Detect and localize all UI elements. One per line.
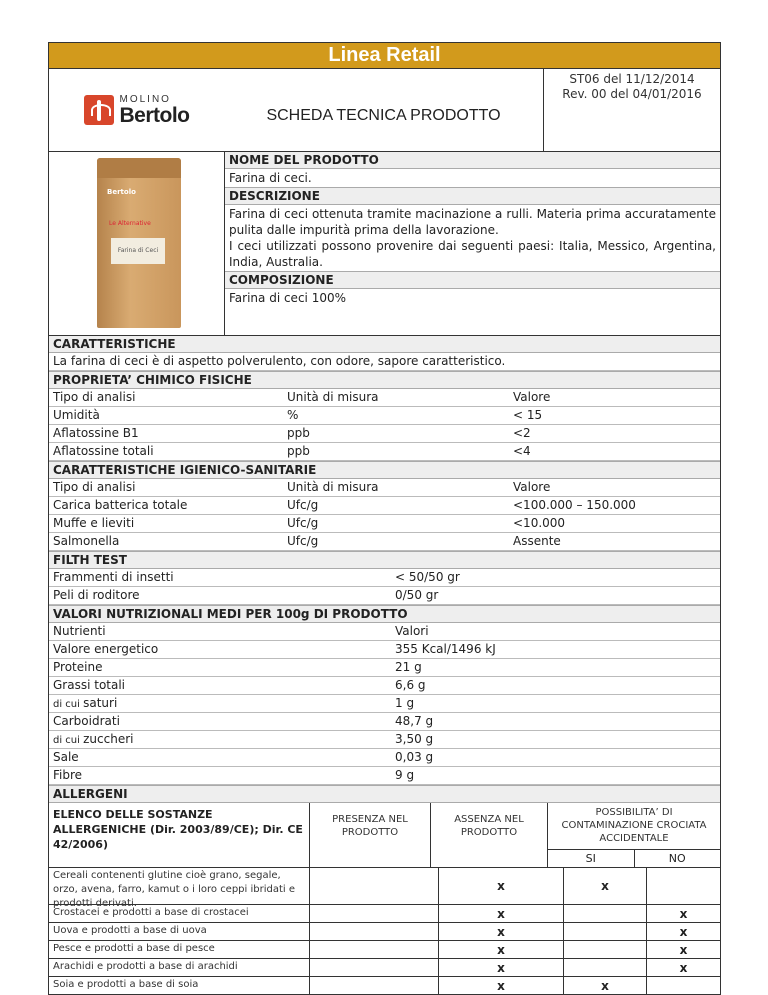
table-row: Pesce e prodotti a base di pesce x x: [49, 941, 720, 959]
logo-cell: [49, 69, 224, 151]
table-row: Carboidrati 48,7 g: [49, 713, 720, 731]
bag-line: Le Alternative: [109, 220, 151, 227]
filth-heading: FILTH TEST: [49, 551, 720, 569]
allergens-heading: ALLERGENI: [49, 785, 720, 803]
allergens-header: [49, 803, 720, 868]
nutrition-header-row: Nutrienti Valori: [49, 623, 720, 641]
contamination-no: NO: [634, 850, 721, 867]
table-row: Carica batterica totale Ufc/g <100.000 – 150.000: [49, 497, 720, 515]
table-row: Salmonella Ufc/g Assente: [49, 533, 720, 551]
chemical-heading: PROPRIETA’ CHIMICO FISICHE: [49, 371, 720, 389]
table-row: Sale 0,03 g: [49, 749, 720, 767]
product-name: Farina di ceci.: [229, 171, 312, 185]
description-heading: DESCRIZIONE: [225, 187, 720, 205]
chemical-header-row: Tipo di analisi Unità di misura Valore: [49, 389, 720, 407]
contamination-si: SI: [585, 852, 596, 865]
absence-heading: ASSENZA NEL PRODOTTO: [430, 803, 547, 867]
composition-text: Farina di ceci 100%: [229, 291, 346, 305]
revision-cell: [543, 69, 720, 151]
table-row: Fibre 9 g: [49, 767, 720, 785]
table-row: Frammenti di insetti < 50/50 gr: [49, 569, 720, 587]
document-revision: Rev. 00 del 04/01/2016: [562, 87, 702, 101]
table-row: Crostacei e prodotti a base di crostacei x x: [49, 905, 720, 923]
table-row: Muffe e lieviti Ufc/g <10.000: [49, 515, 720, 533]
composition-heading: COMPOSIZIONE: [225, 271, 720, 289]
header: [49, 69, 720, 152]
hygiene-header-row: Tipo di analisi Unità di misura Valore: [49, 479, 720, 497]
description-text-1: Farina di ceci ottenuta tramite macinazione a rulli. Materia prima accuratamente pulita dalle impurità prima della lavorazione.: [229, 207, 716, 237]
table-row: Uova e prodotti a base di uova x x: [49, 923, 720, 941]
technical-sheet: [48, 42, 721, 995]
company-logo: [84, 95, 190, 126]
table-row: Arachidi e prodotti a base di arachidi x x: [49, 959, 720, 977]
table-row: Soia e prodotti a base di soia x x: [49, 977, 720, 994]
characteristics-heading: CARATTERISTICHE: [49, 336, 720, 353]
description-text-2: I ceci utilizzati possono provenire dai seguenti paesi: Italia, Messico, Argentina, India, Australia.: [229, 239, 716, 269]
contamination-heading: POSSIBILITA’ DI CONTAMINAZIONE CROCIATA ACCIDENTALE: [561, 807, 707, 844]
document-code: ST06 del 11/12/2014: [569, 72, 695, 86]
table-row: Umidità % < 15: [49, 407, 720, 425]
logo-top-text: MOLINO: [119, 93, 171, 105]
banner-title: Linea Retail: [49, 43, 720, 69]
document-title: SCHEDA TECNICA PRODOTTO: [266, 107, 501, 124]
nutrition-heading: VALORI NUTRIZIONALI MEDI PER 100g DI PRODOTTO: [49, 605, 720, 623]
product-name-heading: NOME DEL PRODOTTO: [225, 152, 720, 169]
table-row: Cereali contenenti glutine cioè grano, segale, orzo, avena, farro, kamut o i loro ceppi ibridati e prodotti derivati. x x: [49, 868, 720, 905]
product-info: [224, 152, 720, 335]
contamination-heading-cell: [547, 803, 720, 867]
characteristics-text: La farina di ceci è di aspetto polverulento, con odore, sapore caratteristico.: [49, 353, 720, 371]
table-row: di cui zuccheri 3,50 g: [49, 731, 720, 749]
table-row: Peli di roditore 0/50 gr: [49, 587, 720, 605]
table-row: Aflatossine B1 ppb <2: [49, 425, 720, 443]
wheat-icon: [84, 95, 114, 125]
bag-label: Farina di Ceci: [111, 238, 165, 264]
table-row: Proteine 21 g: [49, 659, 720, 677]
table-row: Valore energetico 355 Kcal/1496 kJ: [49, 641, 720, 659]
table-row: Grassi totali 6,6 g: [49, 677, 720, 695]
product-image: [49, 152, 224, 335]
hygiene-heading: CARATTERISTICHE IGIENICO-SANITARIE: [49, 461, 720, 479]
logo-bottom-text: Bertolo: [119, 103, 190, 127]
table-row: Aflatossine totali ppb <4: [49, 443, 720, 461]
bag-brand: Bertolo: [107, 188, 136, 196]
allergens-list-heading: ELENCO DELLE SOSTANZE ALLERGENICHE (Dir. 2003/89/CE); Dir. CE 42/2006): [53, 808, 303, 851]
presence-heading: PRESENZA NEL PRODOTTO: [309, 803, 430, 867]
table-row: di cui saturi 1 g: [49, 695, 720, 713]
product-section: [49, 152, 720, 336]
flour-bag-image: [97, 158, 181, 328]
